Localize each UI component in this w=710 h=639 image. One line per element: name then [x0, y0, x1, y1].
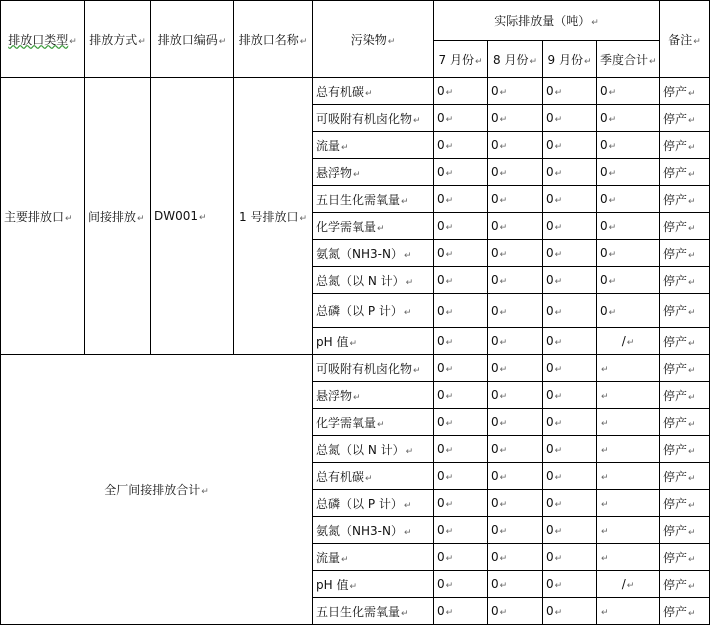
quarter-total-cell: ↵: [597, 382, 660, 409]
month9-cell: 0↵: [543, 213, 597, 240]
pollutant-cell: 流量↵: [313, 544, 434, 571]
remark-cell: 停产↵: [660, 463, 710, 490]
pollutant-cell: 悬浮物↵: [313, 382, 434, 409]
pollutant-cell: pH 值↵: [313, 571, 434, 598]
month9-cell: 0↵: [543, 240, 597, 267]
header-pollutant: 污染物↵: [313, 1, 434, 78]
remark-cell: 停产↵: [660, 159, 710, 186]
pollutant-cell: 总磷（以 P 计）↵: [313, 490, 434, 517]
remark-cell: 停产↵: [660, 328, 710, 355]
pollutant-cell: 氨氮（NH3-N）↵: [313, 240, 434, 267]
quarter-total-cell: 0↵: [597, 213, 660, 240]
month7-cell: 0↵: [434, 436, 488, 463]
remark-cell: 停产↵: [660, 571, 710, 598]
month7-cell: 0↵: [434, 105, 488, 132]
remark-cell: 停产↵: [660, 490, 710, 517]
month9-cell: 0↵: [543, 294, 597, 328]
remark-cell: 停产↵: [660, 409, 710, 436]
month7-cell: 0↵: [434, 409, 488, 436]
pollutant-cell: 总有机碳↵: [313, 78, 434, 105]
month8-cell: 0↵: [488, 328, 543, 355]
remark-cell: 停产↵: [660, 382, 710, 409]
month9-cell: 0↵: [543, 159, 597, 186]
month9-cell: 0↵: [543, 490, 597, 517]
month9-cell: 0↵: [543, 436, 597, 463]
month8-cell: 0↵: [488, 571, 543, 598]
month8-cell: 0↵: [488, 78, 543, 105]
quarter-total-cell: 0↵: [597, 132, 660, 159]
month7-cell: 0↵: [434, 294, 488, 328]
month8-cell: 0↵: [488, 463, 543, 490]
remark-cell: 停产↵: [660, 78, 710, 105]
month8-cell: 0↵: [488, 159, 543, 186]
month8-cell: 0↵: [488, 240, 543, 267]
quarter-total-cell: ↵: [597, 598, 660, 625]
quarter-total-cell: ↵: [597, 463, 660, 490]
month9-cell: 0↵: [543, 267, 597, 294]
pollutant-cell: 可吸附有机卤化物↵: [313, 355, 434, 382]
outlet-code-cell: DW001↵: [151, 78, 234, 355]
quarter-total-cell: 0↵: [597, 240, 660, 267]
pollutant-cell: 总氮（以 N 计）↵: [313, 267, 434, 294]
header-remark: 备注↵: [660, 1, 710, 78]
month8-cell: 0↵: [488, 267, 543, 294]
month7-cell: 0↵: [434, 186, 488, 213]
quarter-total-cell: ↵: [597, 355, 660, 382]
quarter-total-cell: ↵: [597, 409, 660, 436]
month9-cell: 0↵: [543, 355, 597, 382]
month7-cell: 0↵: [434, 544, 488, 571]
pollutant-cell: 氨氮（NH3-N）↵: [313, 517, 434, 544]
remark-cell: 停产↵: [660, 105, 710, 132]
month7-cell: 0↵: [434, 382, 488, 409]
month9-cell: 0↵: [543, 463, 597, 490]
pollutant-cell: 悬浮物↵: [313, 159, 434, 186]
month8-cell: 0↵: [488, 409, 543, 436]
month9-cell: 0↵: [543, 544, 597, 571]
month8-cell: 0↵: [488, 355, 543, 382]
pollutant-cell: 五日生化需氧量↵: [313, 598, 434, 625]
month9-cell: 0↵: [543, 186, 597, 213]
month9-cell: 0↵: [543, 105, 597, 132]
month7-cell: 0↵: [434, 132, 488, 159]
month7-cell: 0↵: [434, 463, 488, 490]
header-month-8: 8 月份↵: [488, 41, 543, 78]
outlet-name-cell: 1 号排放口↵: [234, 78, 313, 355]
month8-cell: 0↵: [488, 186, 543, 213]
month9-cell: 0↵: [543, 132, 597, 159]
remark-cell: 停产↵: [660, 240, 710, 267]
month9-cell: 0↵: [543, 598, 597, 625]
quarter-total-cell: ↵: [597, 517, 660, 544]
month7-cell: 0↵: [434, 571, 488, 598]
pollutant-cell: 流量↵: [313, 132, 434, 159]
month8-cell: 0↵: [488, 294, 543, 328]
month9-cell: 0↵: [543, 78, 597, 105]
month8-cell: 0↵: [488, 598, 543, 625]
header-quarter-total: 季度合计↵: [597, 41, 660, 78]
quarter-total-cell: 0↵: [597, 105, 660, 132]
quarter-total-cell: 0↵: [597, 267, 660, 294]
pollutant-cell: 五日生化需氧量↵: [313, 186, 434, 213]
pollutant-cell: 可吸附有机卤化物↵: [313, 105, 434, 132]
remark-cell: 停产↵: [660, 436, 710, 463]
month9-cell: 0↵: [543, 409, 597, 436]
month8-cell: 0↵: [488, 436, 543, 463]
remark-cell: 停产↵: [660, 598, 710, 625]
month8-cell: 0↵: [488, 490, 543, 517]
month7-cell: 0↵: [434, 517, 488, 544]
month7-cell: 0↵: [434, 490, 488, 517]
remark-cell: 停产↵: [660, 186, 710, 213]
month7-cell: 0↵: [434, 240, 488, 267]
quarter-total-cell: /↵: [597, 571, 660, 598]
month9-cell: 0↵: [543, 382, 597, 409]
outlet-type-cell: 主要排放口↵: [1, 78, 85, 355]
month7-cell: 0↵: [434, 78, 488, 105]
quarter-total-cell: 0↵: [597, 294, 660, 328]
month8-cell: 0↵: [488, 544, 543, 571]
month7-cell: 0↵: [434, 355, 488, 382]
pollutant-cell: pH 值↵: [313, 328, 434, 355]
quarter-total-cell: ↵: [597, 544, 660, 571]
month8-cell: 0↵: [488, 213, 543, 240]
month7-cell: 0↵: [434, 598, 488, 625]
pollutant-cell: 总有机碳↵: [313, 463, 434, 490]
header-name: 排放口名称↵: [234, 1, 313, 78]
header-actual-emission: 实际排放量（吨）↵: [434, 1, 660, 41]
remark-cell: 停产↵: [660, 294, 710, 328]
month8-cell: 0↵: [488, 132, 543, 159]
header-outlet-type: 排放口类型↵: [1, 1, 85, 78]
header-code: 排放口编码↵: [151, 1, 234, 78]
month9-cell: 0↵: [543, 517, 597, 544]
quarter-total-cell: 0↵: [597, 159, 660, 186]
remark-cell: 停产↵: [660, 355, 710, 382]
month9-cell: 0↵: [543, 328, 597, 355]
pollutant-cell: 化学需氧量↵: [313, 213, 434, 240]
remark-cell: 停产↵: [660, 517, 710, 544]
month9-cell: 0↵: [543, 571, 597, 598]
method-cell: 间接排放↵: [85, 78, 151, 355]
quarter-total-cell: ↵: [597, 490, 660, 517]
header-month-7: 7 月份↵: [434, 41, 488, 78]
plant-total-label-cell: 全厂间接排放合计↵: [1, 355, 313, 625]
quarter-total-cell: 0↵: [597, 186, 660, 213]
month7-cell: 0↵: [434, 159, 488, 186]
quarter-total-cell: /↵: [597, 328, 660, 355]
month8-cell: 0↵: [488, 517, 543, 544]
remark-cell: 停产↵: [660, 267, 710, 294]
remark-cell: 停产↵: [660, 544, 710, 571]
header-month-9: 9 月份↵: [543, 41, 597, 78]
month8-cell: 0↵: [488, 382, 543, 409]
pollutant-cell: 化学需氧量↵: [313, 409, 434, 436]
pollutant-cell: 总氮（以 N 计）↵: [313, 436, 434, 463]
pollutant-cell: 总磷（以 P 计）↵: [313, 294, 434, 328]
month7-cell: 0↵: [434, 267, 488, 294]
remark-cell: 停产↵: [660, 213, 710, 240]
quarter-total-cell: ↵: [597, 436, 660, 463]
quarter-total-cell: 0↵: [597, 78, 660, 105]
header-method: 排放方式↵: [85, 1, 151, 78]
month7-cell: 0↵: [434, 328, 488, 355]
month8-cell: 0↵: [488, 105, 543, 132]
month7-cell: 0↵: [434, 213, 488, 240]
remark-cell: 停产↵: [660, 132, 710, 159]
